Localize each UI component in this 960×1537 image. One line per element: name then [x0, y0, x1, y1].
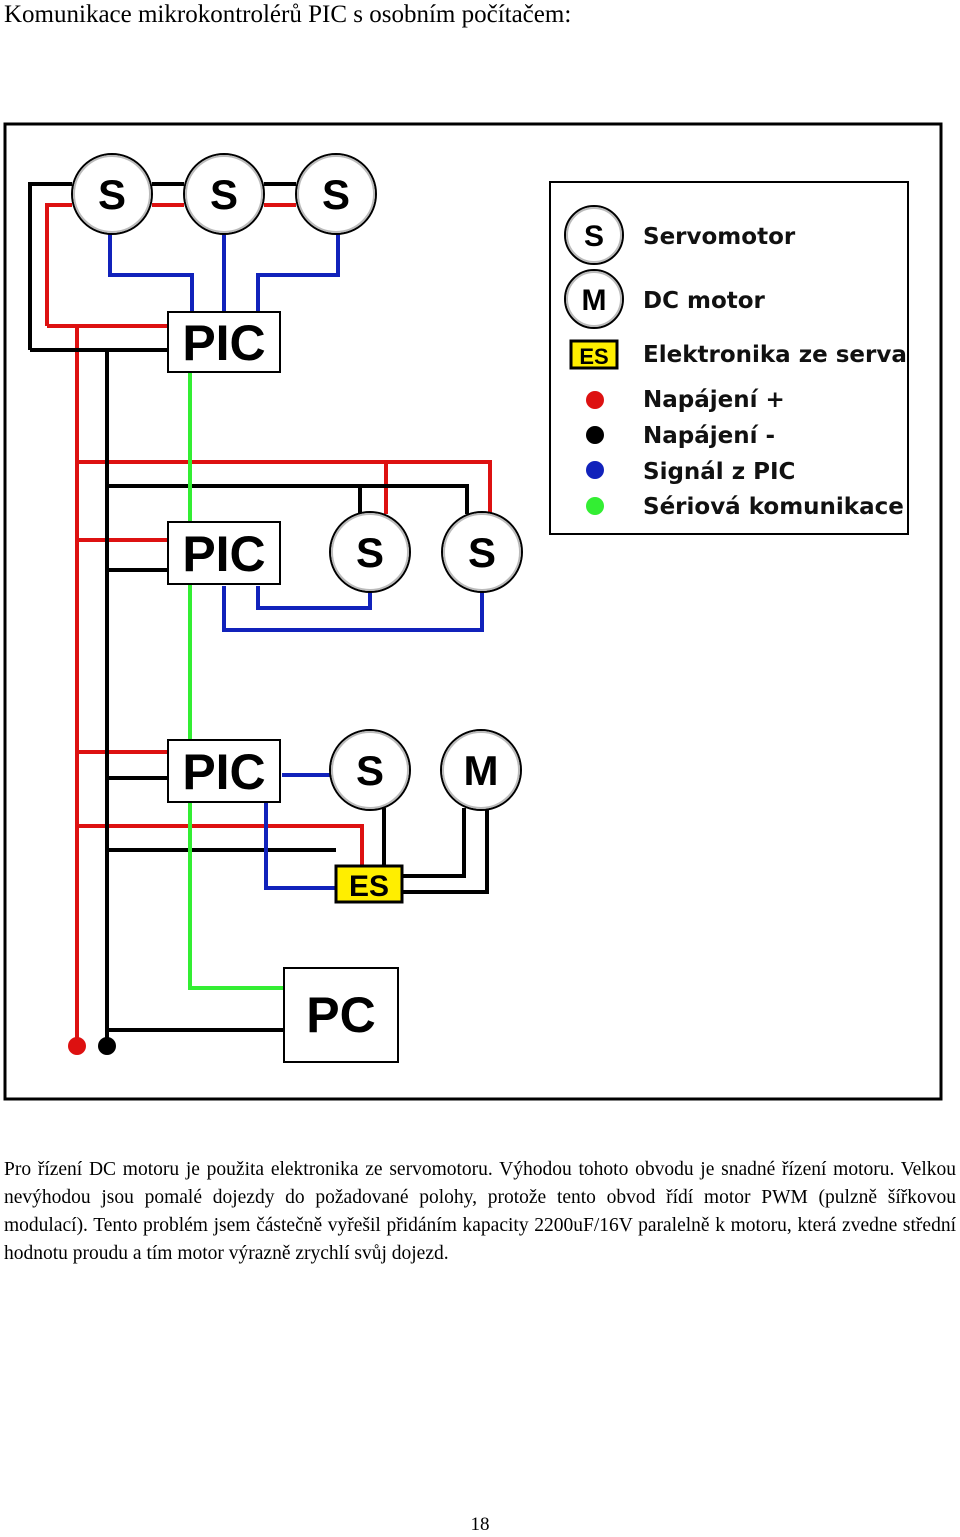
- legend-serial-dot: [586, 497, 604, 515]
- servo-2: [184, 154, 264, 234]
- servo-4: [330, 512, 410, 592]
- servo-6: [330, 730, 410, 810]
- svg-text:PIC: PIC: [182, 526, 266, 582]
- svg-text:S: S: [467, 529, 497, 576]
- pc-box: [284, 968, 398, 1062]
- servo-5: [442, 512, 522, 592]
- legend-servo-icon: [565, 206, 623, 264]
- svg-text:PC: PC: [306, 987, 376, 1043]
- legend-motor-icon: [565, 270, 623, 328]
- legend-servo-label: Servomotor: [643, 224, 796, 250]
- servo-3: [296, 154, 376, 234]
- legend-signal-label: Signál z PIC: [643, 459, 796, 485]
- servo-electronics-box: [336, 866, 402, 903]
- svg-text:S: S: [209, 171, 239, 218]
- svg-text:S: S: [321, 171, 351, 218]
- svg-text:ES: ES: [579, 344, 609, 369]
- legend: [550, 182, 908, 534]
- svg-text:S: S: [583, 220, 605, 253]
- legend-motor-label: DC motor: [643, 288, 765, 314]
- pic-3: [168, 740, 280, 802]
- legend-power-minus-label: Napájení -: [643, 423, 776, 449]
- svg-text:S: S: [97, 171, 127, 218]
- svg-text:PIC: PIC: [182, 315, 266, 371]
- svg-text:S: S: [355, 529, 385, 576]
- servo-1: [72, 154, 152, 234]
- svg-text:S: S: [355, 747, 385, 794]
- page-heading: Komunikace mikrokontrolérů PIC s osobním počítačem:: [4, 1, 572, 28]
- pic-1: [168, 312, 280, 372]
- svg-text:M: M: [581, 284, 607, 317]
- pic-2: [168, 522, 280, 584]
- legend-serial-label: Sériová komunikace: [643, 494, 904, 520]
- legend-power-plus-dot: [586, 391, 604, 409]
- power-minus-terminal: [98, 1037, 116, 1055]
- dc-motor: [441, 730, 521, 810]
- legend-signal-dot: [586, 461, 604, 479]
- page-number: 18: [470, 1514, 490, 1535]
- legend-power-minus-dot: [586, 426, 604, 444]
- power-plus-terminal: [68, 1037, 86, 1055]
- svg-text:ES: ES: [348, 870, 390, 903]
- legend-power-plus-label: Napájení +: [643, 387, 785, 413]
- body-paragraph: Pro řízení DC motoru je použita elektronika ze servomotoru. Výhodou tohoto obvodu je snadné řízení motoru. Velkou nevýhodou jsou pomalé dojezdy do požadované polohy, protože tento obvod řídí motor PWM (pulzně šířkovou modulací). Tento problém jsem částečně vyřešil přidáním kapacity 2200uF/16V paralelně k motoru, která zvedne střední hodnotu proudu a tím motor výrazně zrychlí svůj dojezd.: [4, 1159, 956, 1264]
- legend-es-icon: [571, 341, 617, 369]
- svg-text:M: M: [463, 747, 499, 794]
- legend-es-label: Elektronika ze serva: [643, 342, 907, 368]
- svg-text:PIC: PIC: [182, 744, 266, 800]
